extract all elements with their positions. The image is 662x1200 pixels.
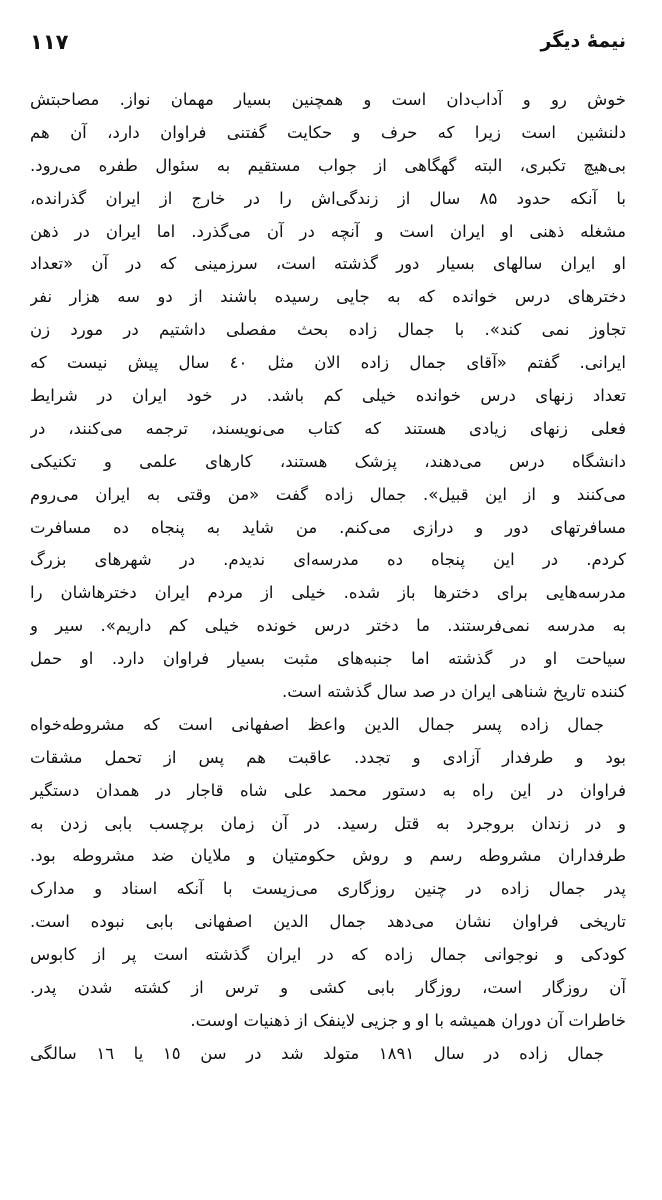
page-header (30, 24, 626, 64)
text-line: خوش رو و آداب‌دان است و همچنین بسیار مهمان نواز. مصاحبتش (30, 90, 626, 109)
text-line: دانشگاه درس می‌دهند، پزشک هستند، کارهای علمی و تکنیکی (30, 451, 626, 471)
text-line: تعداد زنهای درس خوانده خیلی کم باشد. در خود ایران در شرایط (30, 386, 626, 406)
text-line: به مدرسه نمی‌فرستند. ما دختر درس خونده خیلی کم داریم». سیر و (30, 616, 626, 636)
text-line: کردم. در این پنجاه ده مدرسه‌ای ندیدم. در شهرهای بزرگ (30, 550, 626, 570)
text-line: جمال زاده پسر جمال الدین واعظ اصفهانی است که مشروطه‌خواه (30, 714, 604, 734)
text-line: تاریخی فراوان نشان می‌دهد جمال الدین اصفهانی بابی نبوده است. (30, 912, 626, 932)
running-title: نیمهٔ دیگر (540, 30, 626, 52)
text-line: و در زندان بروجرد به قتل رسید. در آن زمان برچسب بابی زدن به (30, 813, 626, 833)
text-line: مشغله ذهنی او ایران است و آنچه در آن می‌گذرد. اما ایران در ذهن (30, 221, 626, 241)
text-line: کودکی و نوجوانی جمال زاده که در ایران گذشته است پر از کابوس (30, 945, 626, 965)
text-line: بی‌هیچ تکبری، البته گهگاهی از جواب مستقیم به سئوال طفره می‌رود. (30, 155, 626, 175)
text-line: بود و طرفدار آزادی و تجدد. عاقبت هم پس از تحمل مشقات (30, 747, 626, 767)
text-line: فراوان در این راه به دستور محمد علی شاه قاجار در همدان دستگیر (30, 780, 626, 800)
text-line: طرفداران مشروطه رسم و روش حکومتیان و ملایان ضد مشروطه بود. (30, 846, 626, 866)
text-line: او ایران سالهای بسیار دور گذشته است، سرزمینی که در آن «تعداد (30, 254, 626, 274)
text-line: آن روزگار است، روزگار بابی کشی و ترس از کشته شدن پدر. (30, 978, 626, 998)
text-line: مسافرتهای دور و درازی می‌کنم. من شاید به پنجاه ده مسافرت (30, 517, 626, 537)
text-line: تجاوز نمی کند». با جمال زاده بحث مفصلی داشتیم در مورد زن (30, 320, 626, 340)
text-line: می‌کنند و از این قبیل». جمال زاده گفت «من وقتی به ایران می‌روم (30, 484, 626, 504)
text-line: خاطرات آن دوران همیشه با او و جزیی لاینفک از ذهنیات اوست. (190, 1010, 626, 1030)
body-text (30, 84, 626, 1071)
text-line: دلنشین است زیرا که حرف و حکایت گفتنی فراوان دارد، آن هم (30, 122, 626, 142)
text-line: دخترهای درس خوانده که به جایی رسیده باشند از دو سه هزار نفر (30, 287, 626, 307)
text-line: با آنکه حدود ۸۵ سال از زندگی‌اش را در خارج از ایران گذرانده، (30, 188, 626, 208)
text-line: مدرسه‌هایی برای دخترها باز شده. خیلی از مردم ایران دخترهاشان را (30, 583, 626, 603)
text-line: سیاحت او در گذشته اما جنبه‌های مثبت بسیار فراوان دارد. او حمل (30, 649, 626, 669)
text-line: پدر جمال زاده در چنین روزگاری می‌زیست با آنکه اسناد و مدارک (30, 879, 626, 899)
text-line: کننده تاریخ شناهی ایران در صد سال گذشته است. (281, 682, 626, 702)
text-line: ایرانی. گفتم «آقای جمال زاده الان مثل ٤٠ سال پیش نیست که (30, 353, 626, 373)
text-line: فعلی زنهای زیادی هستند که کتاب می‌نویسند، ترجمه می‌کنند، در (30, 418, 626, 438)
text-line: جمال زاده در سال ۱۸۹۱ متولد شد در سن ۱٥ یا ۱٦ سالگی (30, 1043, 604, 1063)
page-number: ۱۱۷ (30, 30, 69, 54)
